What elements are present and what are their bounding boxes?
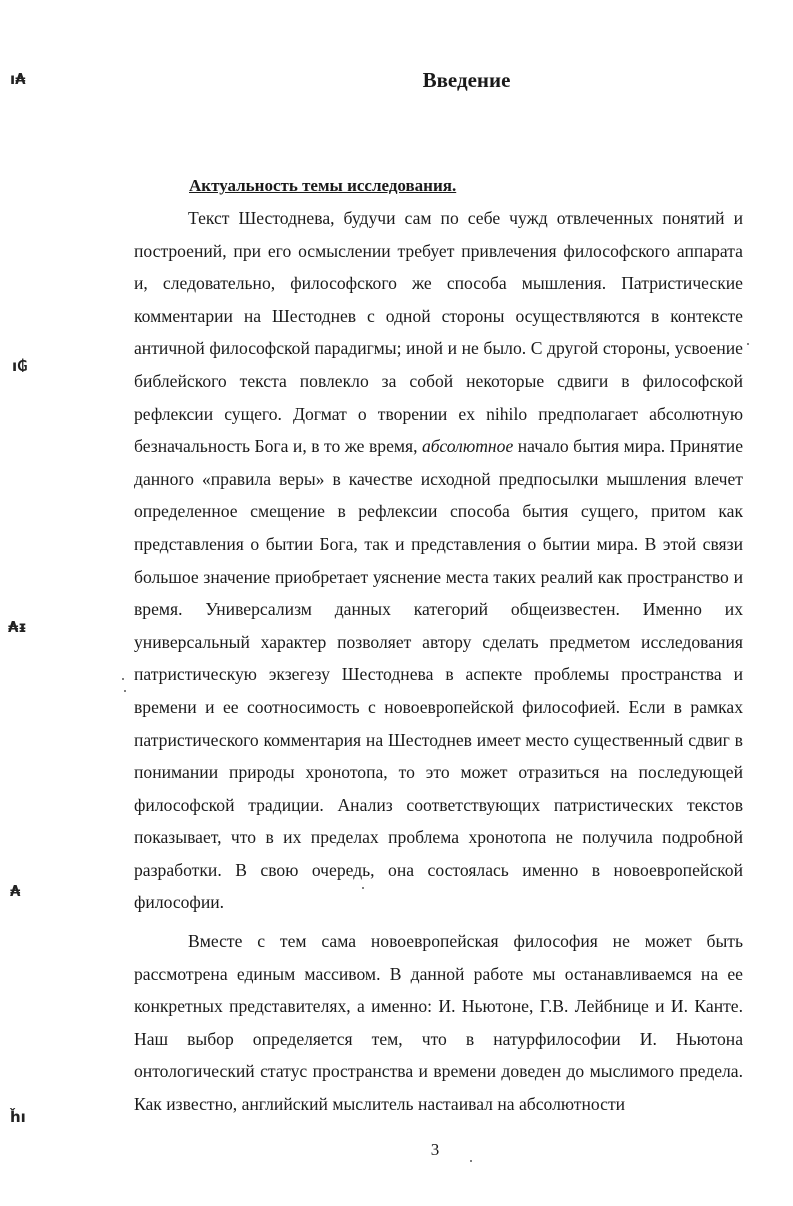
margin-mark: ȟı — [10, 1108, 26, 1126]
page-title: Введение — [422, 68, 511, 92]
margin-mark: ₳ — [10, 882, 21, 900]
paragraph-1-rest: начало бытия мира. Принятие данного «правила веры» в качестве исходной предпосылки мышления влечет определенное смещение в рефлексии способа бытия сущего, притом как представления о бытии Бога, так и представления о бытии мира. В этой связи большое значение приобретает уяснение места таких реалий как пространство и время. Универсализм данных категорий общеизвестен. Именно их универсальный характер позволяет автору сделать предметом исследования патристическую экзегезу Шестоднева в аспекте проблемы пространства и времени и ее соотносимость с новоевропейской философией. Если в рамках патристического комментария на Шестоднев имеет место существенный сдвиг в понимании природы хронотопа, то это может отразиться на последующей философской традиции. Анализ соответствующих патристических текстов показывает, что в их пределах проблема хронотопа не получила подробной разработки. В свою очередь, она состоялась именно в новоевропейской философии. — [134, 436, 743, 913]
paragraph-1-emphasis: абсолютное — [422, 436, 514, 457]
margin-mark: ı₳ — [10, 70, 26, 88]
page-number: 3 — [430, 1140, 440, 1159]
paragraph-1 — [134, 202, 743, 919]
scan-speck — [747, 343, 749, 345]
scan-speck — [470, 1160, 472, 1162]
scan-speck — [362, 887, 364, 889]
paragraph-2: Вместе с тем сама новоевропейская философия не может быть рассмотрена единым массивом. В данной работе мы останавливаемся на ее конкретных представителях, а именно: И. Ньютоне, Г.В. Лейбнице и И. Канте. Наш выбор определяется тем, что в натурфилософии И. Ньютона онтологический статус пространства и времени доведен до мыслимого предела. Как известно, английский мыслитель настаивал на абсолютности — [134, 931, 743, 1114]
paragraph-1-text: Текст Шестоднева, будучи сам по себе чужд отвлеченных понятий и построений, при его осмыслении требует привлечения философского аппарата и, следовательно, философского же способа мышления. Патристические комментарии на Шестоднев с одной стороны осуществляются в контексте античной философской парадигмы; иной и не было. С другой стороны, усвоение библейского текста повлекло за собой некоторые сдвиги в философской рефлексии сущего. Догмат о творении ex nihilo предполагает абсолютную безначальность Бога и, в то же время, — [134, 208, 743, 457]
scan-speck — [122, 678, 124, 680]
scan-speck — [124, 690, 126, 692]
margin-mark: ı₲ — [12, 357, 28, 375]
margin-mark: ₳ᵻ — [8, 618, 27, 636]
section-heading: Актуальность темы исследования. — [189, 176, 457, 195]
